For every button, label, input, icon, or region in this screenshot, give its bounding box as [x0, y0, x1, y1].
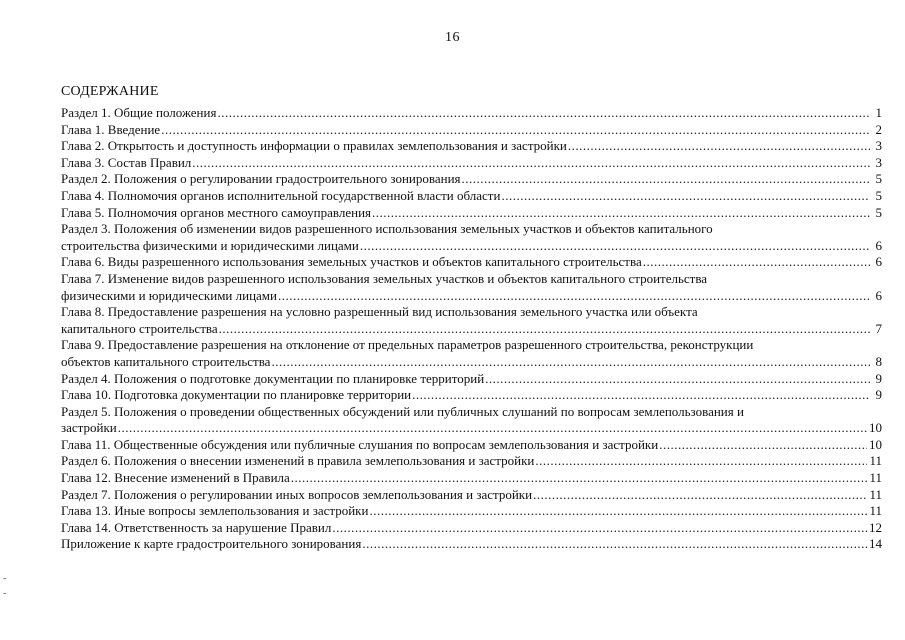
toc-page-number: 11	[869, 486, 882, 502]
toc-entry-line	[61, 138, 882, 155]
toc-entry-title: капитального строительства	[61, 320, 218, 336]
toc-entry-title: застройки	[61, 420, 117, 436]
toc-entry	[61, 105, 882, 122]
toc-entry	[61, 437, 882, 454]
dot-leader	[271, 354, 870, 371]
toc-entry-line: Глава 8. Предоставление разрешения на условно разрешенный вид использования земельного участка или объекта	[61, 304, 698, 320]
table-of-contents	[61, 84, 882, 553]
toc-page-number: 2	[875, 121, 882, 137]
margin-mark: -	[3, 573, 7, 584]
toc-entry-line	[61, 437, 882, 454]
toc-page-number: 6	[875, 254, 882, 270]
dot-leader	[659, 437, 867, 454]
page-number: 16	[445, 30, 460, 45]
dot-leader	[161, 122, 870, 139]
dot-leader	[192, 155, 870, 172]
toc-entry	[61, 205, 882, 222]
toc-entry-title: объектов капитального строительства	[61, 353, 271, 369]
toc-entry-line	[61, 420, 882, 437]
dot-leader	[369, 503, 867, 520]
toc-entry	[61, 404, 882, 437]
toc-entry	[61, 387, 882, 404]
toc-entry-line	[61, 155, 882, 172]
toc-entry-title: строительства физическими и юридическими лицами	[61, 237, 359, 253]
toc-entry-line	[61, 238, 882, 255]
dot-leader	[362, 536, 867, 553]
toc-entry-title: Раздел 7. Положения о регулировании иных вопросов землепользования и застройки	[61, 486, 533, 502]
toc-entry-line	[61, 354, 882, 371]
toc-entry	[61, 337, 882, 370]
toc-entry-line	[61, 188, 882, 205]
toc-page-number: 3	[875, 138, 882, 154]
toc-entry	[61, 171, 882, 188]
toc-page-number: 3	[875, 154, 882, 170]
dot-leader	[412, 387, 870, 404]
toc-entry-title: Раздел 2. Положения о регулировании градостроительного зонирования	[61, 171, 461, 187]
dot-leader	[360, 238, 870, 255]
toc-entry-line	[61, 371, 882, 388]
dot-leader	[118, 420, 867, 437]
toc-entry-line	[61, 105, 882, 122]
dot-leader	[219, 321, 870, 338]
toc-page-number: 8	[875, 353, 882, 369]
toc-entry	[61, 453, 882, 470]
toc-entry-line	[61, 171, 882, 188]
toc-page-number: 6	[875, 237, 882, 253]
toc-entry-line	[61, 453, 882, 470]
toc-page-number: 11	[869, 453, 882, 469]
toc-page-number: 9	[875, 370, 882, 386]
toc-page-number: 11	[869, 503, 882, 519]
dot-leader	[643, 254, 870, 271]
toc-entry	[61, 271, 882, 304]
toc-page-number: 11	[869, 470, 882, 486]
toc-entry	[61, 122, 882, 139]
toc-heading: СОДЕРЖАНИЕ	[61, 84, 159, 99]
toc-page-number: 5	[875, 204, 882, 220]
dot-leader	[568, 138, 870, 155]
toc-entry-line	[61, 520, 882, 537]
toc-entry	[61, 487, 882, 504]
dot-leader	[462, 171, 870, 188]
toc-page-number: 1	[875, 105, 882, 120]
toc-entry-line: Раздел 5. Положения о проведении общественных обсуждений или публичных слушаний по вопросам землепользования и	[61, 403, 744, 419]
dot-leader	[533, 487, 867, 504]
toc-entry-title: Глава 13. Иные вопросы землепользования и застройки	[61, 503, 369, 519]
toc-entry-title: Глава 1. Введение	[61, 121, 161, 137]
dot-leader	[217, 105, 870, 122]
toc-entry-title: Глава 14. Ответственность за нарушение Правил	[61, 519, 332, 535]
toc-page-number: 5	[875, 187, 882, 203]
dot-leader	[372, 205, 870, 222]
toc-entry	[61, 536, 882, 553]
toc-entry-title: Раздел 6. Положения о внесении изменений в правила землепользования и застройки	[61, 453, 535, 469]
toc-page-number: 6	[875, 287, 882, 303]
toc-entry-line: Глава 9. Предоставление разрешения на отклонение от предельных параметров разрешенного строительства, реконструкции	[61, 337, 754, 353]
toc-entry-title: Глава 11. Общественные обсуждения или публичные слушания по вопросам землепользования и застройки	[61, 436, 659, 452]
toc-page-number: 7	[875, 320, 882, 336]
margin-mark: -	[3, 588, 7, 599]
toc-entry-title: Раздел 1. Общие положения	[61, 105, 217, 120]
toc-entries	[61, 105, 882, 553]
dot-leader	[332, 520, 867, 537]
toc-entry-line	[61, 387, 882, 404]
toc-entry	[61, 254, 882, 271]
toc-entry-title: Глава 3. Состав Правил	[61, 154, 192, 170]
toc-entry	[61, 470, 882, 487]
dot-leader	[291, 470, 868, 487]
toc-page-number: 10	[869, 436, 882, 452]
toc-entry-title: Глава 12. Внесение изменений в Правила	[61, 470, 290, 486]
toc-entry	[61, 371, 882, 388]
toc-entry-line	[61, 205, 882, 222]
toc-entry-line	[61, 536, 882, 553]
toc-page-number: 14	[869, 536, 882, 552]
toc-entry-line	[61, 470, 882, 487]
toc-entry-line	[61, 321, 882, 338]
toc-entry-title: физическими и юридическими лицами	[61, 287, 277, 303]
toc-entry	[61, 138, 882, 155]
toc-entry	[61, 520, 882, 537]
dot-leader	[485, 371, 870, 388]
toc-entry-line	[61, 503, 882, 520]
toc-page-number: 5	[875, 171, 882, 187]
toc-entry	[61, 304, 882, 337]
toc-entry-line	[61, 122, 882, 139]
toc-entry-title: Глава 10. Подготовка документации по планировке территории	[61, 387, 412, 403]
toc-entry-line: Глава 7. Изменение видов разрешенного использования земельных участков и объектов капитального строительства	[61, 270, 708, 286]
toc-page-number: 9	[875, 387, 882, 403]
toc-entry-title: Глава 4. Полномочия органов исполнительной государственной власти области	[61, 187, 501, 203]
toc-entry	[61, 503, 882, 520]
toc-entry-line	[61, 288, 882, 305]
toc-entry-title: Раздел 4. Положения о подготовке документации по планировке территорий	[61, 370, 485, 386]
toc-page-number: 12	[869, 519, 882, 535]
toc-entry-line	[61, 254, 882, 271]
toc-page-number: 10	[869, 420, 882, 436]
toc-entry-title: Глава 5. Полномочия органов местного самоуправления	[61, 204, 372, 220]
toc-entry	[61, 221, 882, 254]
dot-leader	[278, 288, 870, 305]
toc-entry	[61, 188, 882, 205]
toc-entry-title: Глава 6. Виды разрешенного использования земельных участков и объектов капитального строительства	[61, 254, 642, 270]
toc-entry-line	[61, 487, 882, 504]
toc-entry-title: Глава 2. Открытость и доступность информации о правилах землепользования и застройки	[61, 138, 567, 154]
toc-entry	[61, 155, 882, 172]
toc-entry-line: Раздел 3. Положения об изменении видов разрешенного использования земельных участков и объектов капитального	[61, 221, 713, 237]
dot-leader	[535, 453, 867, 470]
toc-entry-title: Приложение к карте градостроительного зонирования	[61, 536, 362, 552]
dot-leader	[501, 188, 870, 205]
